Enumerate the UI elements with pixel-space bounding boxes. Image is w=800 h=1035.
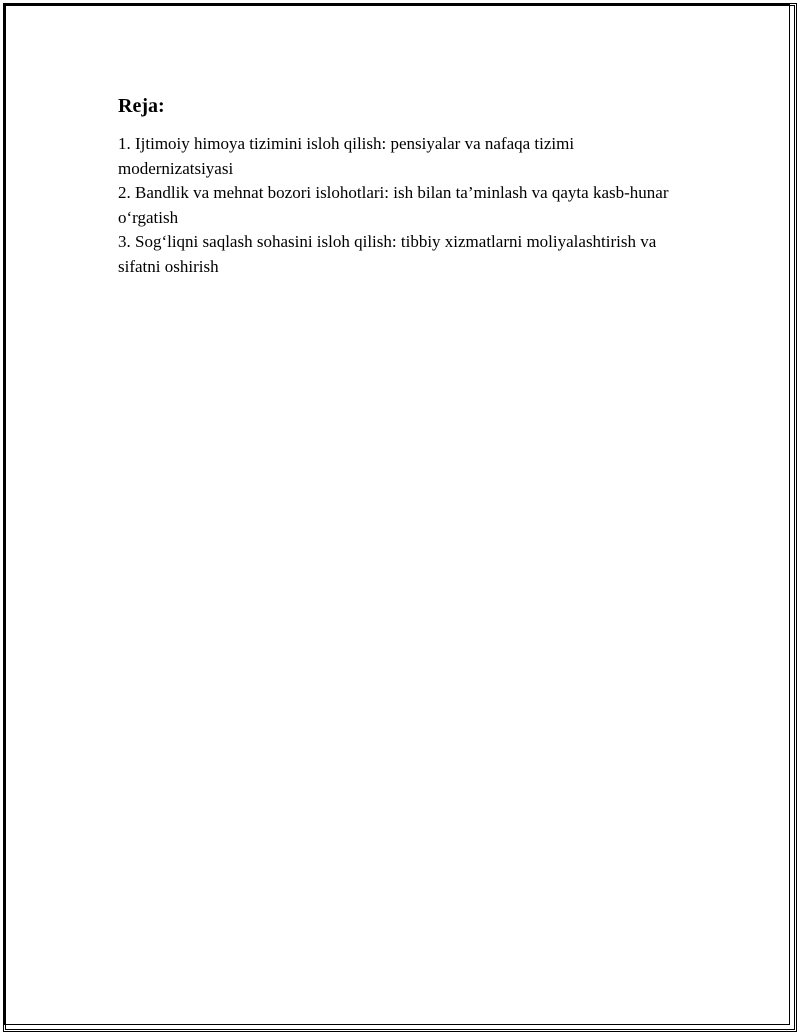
plan-item-3: 3. Sog‘liqni saqlash sohasini isloh qilish: tibbiy xizmatlarni moliyalashtirish va sifatni oshirish bbox=[118, 232, 657, 276]
plan-list bbox=[118, 132, 688, 279]
document-body bbox=[118, 94, 688, 279]
plan-item-1: 1. Ijtimoiy himoya tizimini isloh qilish: pensiyalar va nafaqa tizimi modernizatsiyasi bbox=[118, 134, 575, 178]
plan-item-2: 2. Bandlik va mehnat bozori islohotlari: ish bilan ta’minlash va qayta kasb-hunar o‘rgatish bbox=[118, 183, 669, 227]
plan-heading: Reja: bbox=[118, 95, 165, 117]
